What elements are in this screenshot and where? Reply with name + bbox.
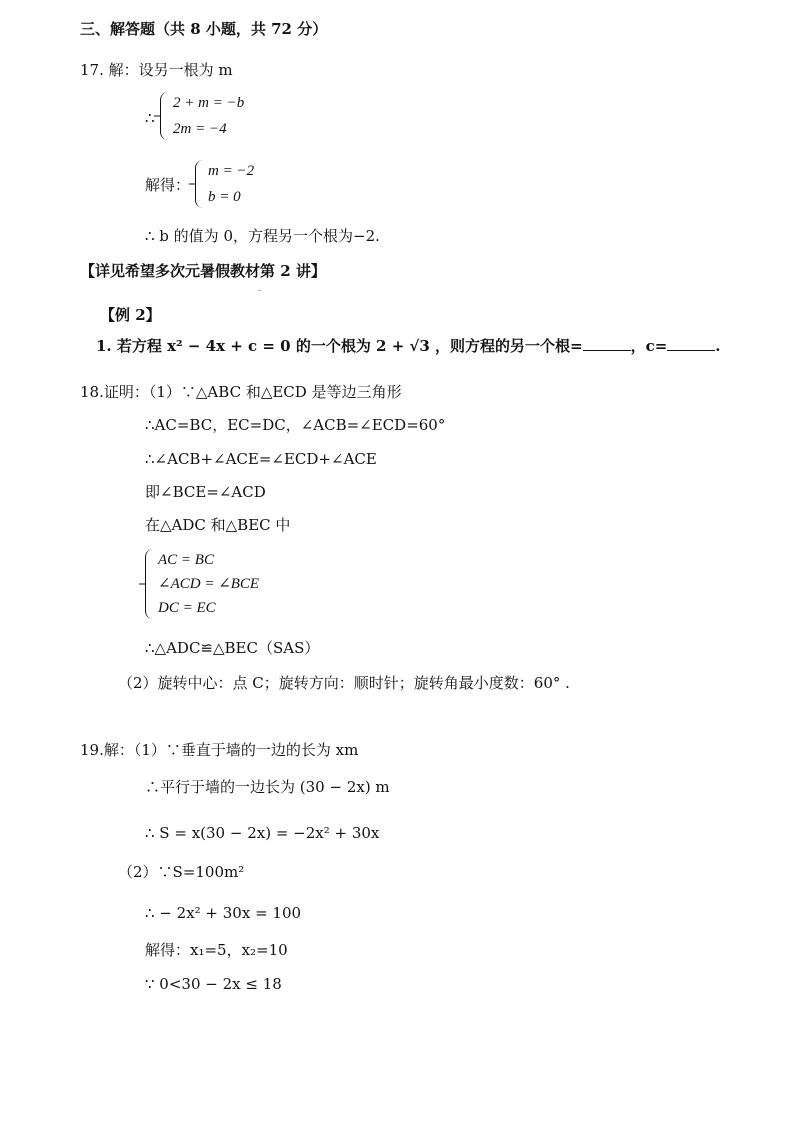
q19-line-5: ∵ 0<30 − 2x ≤ 18 [145,975,282,993]
q18-line-2: ∴∠ACB+∠ACE=∠ECD+∠ACE [145,450,377,468]
q18-line-5: ∴△ADC≌△BEC（SAS） [145,639,320,657]
example-label: 【例 2】 [100,306,161,324]
brace-icon [195,160,204,208]
q19-intro: 19.解：（1）∵垂直于墙的一边的长为 xm [80,741,359,759]
q18-intro: 18.证明：（1）∵△ABC 和△ECD 是等边三角形 [80,383,402,401]
q18-line-1: ∴AC=BC，EC=DC，∠ACB=∠ECD=60° [145,416,446,434]
q18-line-3: 即∠BCE=∠ACD [145,483,266,501]
q18-part-2: （2）旋转中心：点 C；旋转方向：顺时针；旋转角最小度数：60° . [118,674,570,692]
q17-therefore-1: ∴ [145,109,155,127]
q19-part-2: （2）∵S=100m² [118,863,245,881]
q19-line-3: ∴ − 2x² + 30x = 100 [145,904,302,922]
q18-system-eq2: ∠ACD = ∠BCE [158,576,260,592]
q17-system-2-eq1: m = −2 [208,163,255,179]
q19-line-4: 解得：x₁=5，x₂=10 [145,941,288,959]
q18-system-eq1: AC = BC [158,552,214,568]
brace-icon [145,549,154,619]
q19-line-2: ∴ S = x(30 − 2x) = −2x² + 30x [145,824,380,842]
q17-intro: 17. 解：设另一根为 m [80,61,233,79]
example-text: 1. 若方程 x² − 4x + c = 0 的一个根为 2 + √3 ，则方程的另一个根= [96,337,583,355]
example-c-label: ，c= [630,337,668,355]
q18-line-4: 在△ADC 和△BEC 中 [145,516,291,534]
q18-system-eq3: DC = EC [158,600,216,616]
answer-blank-root [583,350,631,351]
scan-dot [258,290,261,291]
q17-system-1-eq1: 2 + m = −b [173,95,245,111]
reference-note: 【详见希望多次元暑假教材第 2 讲】 [80,262,326,280]
q17-solve-label: 解得： [145,176,191,194]
q18-system [145,549,259,619]
q19-line-1: ∴平行于墙的一边长为 (30 − 2x) m [145,778,390,796]
q17-conclusion: ∴ b 的值为 0，方程另一个根为−2. [145,227,380,245]
section-title: 三、解答题（共 8 小题，共 72 分） [80,20,328,38]
q17-system-2-eq2: b = 0 [208,189,241,205]
example-question [96,336,721,356]
q17-system-2 [195,160,254,208]
answer-blank-c [667,350,715,351]
q17-system-1 [160,92,244,140]
brace-icon [160,92,169,140]
example-end: . [715,337,721,355]
q17-system-1-eq2: 2m = −4 [173,121,227,137]
